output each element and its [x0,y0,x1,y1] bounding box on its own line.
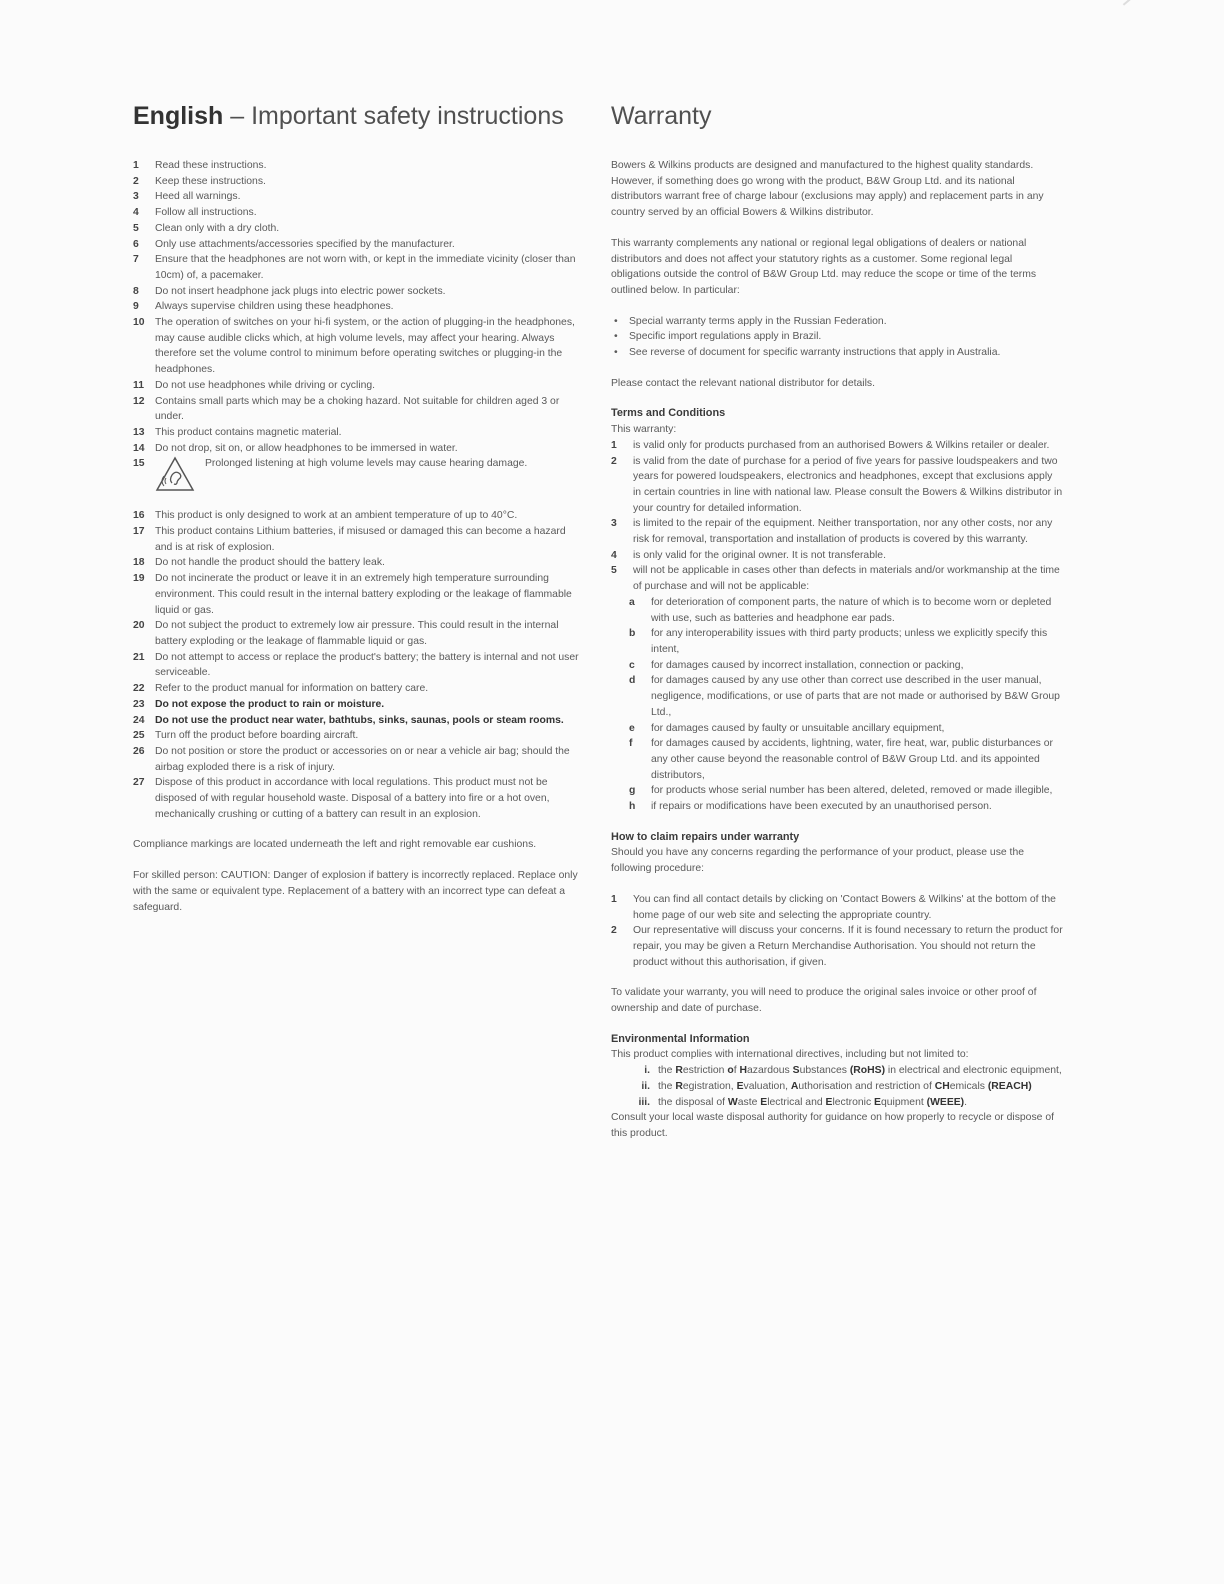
emphasis-text: o [727,1065,734,1077]
item-text: estriction [682,1065,728,1077]
item-number: 1 [611,893,617,905]
item-number: 2 [611,455,617,467]
item-text: emicals [949,1080,988,1092]
terms-heading: Terms and Conditions [611,407,726,420]
terms-item [611,563,1063,594]
item-text: Heed all warnings. [155,191,241,203]
safety-list [133,158,585,456]
item-number: 1 [133,160,139,171]
emphasis-text: W [727,1096,738,1108]
item-number: 2 [133,175,139,187]
warranty-complements: This warranty complements any national or regional legal obligations of dealers or national distributors and does not affect your statutory rights as a customer. Some regional legal obligations outside the control of B&W Group Ltd. may reduce the scope or time of the terms outlined below. In particular: [611,237,1037,296]
scan-mark [1123,0,1133,6]
item-text: for damages caused by any use other than correct use described in the user manual, negligence, modifications, or use of parts that are not made or authorised by B&W Group Ltd., [651,675,1060,718]
emphasis-text: (REACH) [987,1080,1032,1092]
emphasis-text: CH [934,1080,950,1092]
exclusion-item [611,673,1063,720]
item-text: The operation of switches on your hi-fi system, or the action of plugging-in the headphones, may cause audible clicks which, at high volume levels, may affect your hearing. Always therefore set the volume control to minimum before operating switches or plugging-in the headphones. [155,317,575,376]
item-text: Do not drop, sit on, or allow headphones to be immersed in water. [155,442,458,454]
item-text: is limited to the repair of the equipment. Neither transportation, nor any other costs, nor any risk for removal, transportation and installation of products is covered by this warranty. [633,518,1053,546]
terms-item [611,516,1063,547]
item-text: Contains small parts which may be a choking hazard. Not suitable for children aged 3 or under. [155,395,560,423]
terms-intro: This warranty: [611,424,677,436]
safety-item [133,508,585,524]
item-number: 4 [133,207,139,219]
emphasis-text: R [675,1080,683,1092]
item-number: 6 [133,238,139,250]
item-text: for products whose serial number has been altered, deleted, removed or made illegible, [651,785,1053,797]
contact-note: Please contact the relevant national distributor for details. [611,377,875,389]
hearing-warning-icon [155,456,195,492]
warranty-heading: Warranty [611,102,712,130]
item-text: lectronic [832,1096,875,1108]
item-text: Our representative will discuss your concerns. If it is found necessary to return the product for repair, you may be given a Return Merchandise Authorisation. You should not return the product without this authorisation, if given. [633,925,1063,968]
safety-item [133,205,585,221]
item-number: iii. [638,1096,650,1108]
heading-language: English [133,102,224,130]
regional-note: • Special warranty terms apply in the Russian Federation. [611,314,1063,330]
item-text: Do not incinerate the product or leave it in an extremely high temperature surrounding environment. This could result in the internal battery exploding or the leakage of flammable liquid or gas. [155,573,572,616]
safety-item [133,713,585,729]
item-number: 3 [133,191,139,203]
compliance-note: Compliance markings are located underneath the left and right removable ear cushions. [133,839,537,851]
directive-item [611,1095,1063,1111]
item-text: Read these instructions. [155,160,267,171]
item-number: 9 [133,301,139,313]
item-text: Do not insert headphone jack plugs into electric power sockets. [155,285,446,297]
item-text: Do not attempt to access or replace the product's battery; the battery is internal and not user serviceable. [155,651,579,679]
emphasis-text: E [760,1096,768,1108]
item-text: Do not use headphones while driving or cycling. [155,379,376,391]
safety-item [133,158,585,174]
exclusion-item [611,595,1063,626]
environment-heading: Environmental Information [611,1032,750,1045]
item-text: Always supervise children using these headphones. [155,301,394,313]
item-number: 2 [611,925,617,937]
safety-item [133,571,585,618]
item-number: 17 [133,526,145,538]
item-text: azardous [746,1065,793,1077]
claim-heading: How to claim repairs under warranty [611,830,800,843]
item-text: lectrical and [767,1096,826,1108]
item-text: if repairs or modifications have been executed by an unauthorised person. [651,801,992,813]
emphasis-text: (RoHS) [849,1065,886,1077]
validate-note: To validate your warranty, you will need to produce the original sales invoice or other proof of ownership and date of purchase. [611,987,1037,1015]
environment-outro: Consult your local waste disposal authority for guidance on how properly to recycle or dispose of this product. [611,1112,1054,1139]
terms-item [611,548,1063,564]
safety-item [133,284,585,300]
item-number: i. [644,1065,650,1077]
item-number: g [629,785,636,797]
item-number: 15 [133,458,145,470]
item-number: 21 [133,651,145,663]
emphasis-text: A [790,1080,799,1092]
item-text: Dispose of this product in accordance with local regulations. This product must not be disposed of with regular household waste. Disposal of a battery into fire or a hot oven, mechanically crushing or cutting of a battery can result in an explosion. [155,777,550,820]
item-number: 5 [133,222,139,234]
item-text: Clean only with a dry cloth. [155,222,280,234]
safety-item [133,697,585,713]
regional-notes-list [611,314,1063,361]
item-number: 14 [133,442,145,454]
directive-item [611,1079,1063,1095]
item-number: b [629,628,636,640]
safety-item-15 [133,456,585,504]
item-number: 26 [133,745,145,757]
safety-item [133,189,585,205]
item-number: 25 [133,730,145,742]
item-text: is only valid for the original owner. It is not transferable. [633,549,886,561]
safety-item [133,441,585,457]
environment-intro: This product complies with international directives, including but not limited to: [611,1049,969,1061]
item-number: 18 [133,557,145,569]
emphasis-text: E [736,1080,744,1092]
safety-item [133,524,585,555]
warranty-column [611,100,1063,1142]
item-number: ii. [641,1080,650,1092]
item-number: 10 [133,317,145,329]
item-text: will not be applicable in cases other than defects in materials and/or workmanship at the time of purchase and will not be applicable: [633,565,1060,593]
item-text: egistration, [682,1080,737,1092]
item-number: 23 [133,698,145,710]
exclusion-item [611,658,1063,674]
regional-note: • Specific import regulations apply in Brazil. [611,329,1063,345]
item-number: 16 [133,510,145,522]
item-text: uthorisation and restriction of [798,1080,935,1092]
terms-item [611,454,1063,517]
safety-item [133,315,585,378]
emphasis-text: E [825,1096,833,1108]
item-text: Do not position or store the product or accessories on or near a vehicle air bag; should the airbag exploded there is a risk of injury. [155,745,570,773]
regional-note: • See reverse of document for specific warranty instructions that apply in Australia. [611,345,1063,361]
item-number: 20 [133,620,145,632]
exclusions-list [611,595,1063,815]
directives-list [611,1063,1063,1110]
item-text: Do not use the product near water, bathtubs, sinks, saunas, pools or steam rooms. [155,714,564,726]
item-text: Prolonged listening at high volume levels may cause hearing damage. [205,458,528,470]
safety-item [133,618,585,649]
safety-item [133,237,585,253]
item-number: 7 [133,254,139,266]
item-number: 11 [133,379,144,391]
emphasis-text: R [675,1065,683,1077]
item-text: f [733,1065,740,1077]
exclusion-item [611,799,1063,815]
item-text: quipment [880,1096,927,1108]
item-text: is valid only for products purchased from an authorised Bowers & Wilkins retailer or dealer. [633,439,1050,451]
safety-item [133,681,585,697]
safety-item [133,650,585,681]
item-text: for deterioration of component parts, the nature of which is to become worn or depleted with use, such as batteries and headphone ear pads. [651,596,1052,624]
safety-item [133,252,585,283]
item-text: Do not subject the product to extremely low air pressure. This could result in the internal battery exploding or the leakage of flammable liquid or gas. [155,620,559,647]
item-text: the [658,1065,676,1077]
item-text: This product is only designed to work at an ambient temperature of up to 40°C. [155,510,518,522]
warranty-intro: Bowers & Wilkins products are designed and manufactured to the highest quality standards. However, if something does go wrong with the product, B&W Group Ltd. and its national distributors warrant free of charge labour (exclusions may apply) and replacement parts in any country served by an official Bowers & Wilkins distributor. [611,160,1044,219]
item-number: c [629,659,635,671]
safety-heading [133,100,585,132]
item-number: d [629,675,636,687]
item-number: 4 [611,549,617,561]
item-text: You can find all contact details by clicking on 'Contact Bowers & Wilkins' at the bottom of the home page of our web site and selecting the appropriate country. [633,893,1056,921]
emphasis-text: H [739,1065,747,1077]
safety-item [133,775,585,822]
safety-item [133,555,585,571]
item-number: h [629,801,636,813]
item-number: f [629,738,633,750]
item-number: 22 [133,683,145,695]
item-text: Keep these instructions. [155,175,266,187]
item-text: for damages caused by faulty or unsuitable ancillary equipment, [651,722,945,734]
safety-item [133,299,585,315]
item-text: the [658,1080,676,1092]
item-number: 24 [133,714,145,726]
item-text: Turn off the product before boarding aircraft. [155,730,359,742]
directive-item [611,1063,1063,1079]
claim-step [611,923,1063,970]
item-text: is valid from the date of purchase for a period of five years for passive loudspeakers and two years for powered loudspeakers, electronics and headphones, except that exclusions apply in certain countries in line with national law. Please consult the Bowers & Wilkins distributor in your country for detailed information. [633,455,1063,514]
item-text: aste [737,1096,761,1108]
safety-item [133,425,585,441]
item-number: 1 [611,439,617,451]
item-text: Do not expose the product to rain or moisture. [155,698,385,710]
item-text: the disposal of [658,1096,728,1108]
item-text: valuation, [743,1080,791,1092]
emphasis-text: (WEEE) [926,1096,965,1108]
exclusion-item [611,736,1063,783]
item-text: This product contains magnetic material. [155,426,342,438]
item-text: for any interoperability issues with third party products; unless we explicitly specify this intent, [651,628,1048,655]
item-number: 27 [133,777,145,789]
safety-item [133,221,585,237]
item-text: Only use attachments/accessories specified by the manufacturer. [155,238,455,250]
terms-list [611,438,1063,595]
item-text: Refer to the product manual for information on battery care. [155,683,429,695]
item-number: 3 [611,518,617,530]
safety-item [133,378,585,394]
claim-intro: Should you have any concerns regarding the performance of your product, please use the following procedure: [611,847,1024,875]
terms-item [611,438,1063,454]
item-number: 19 [133,573,145,585]
safety-item [133,728,585,744]
item-text: ubstances [799,1065,850,1077]
item-text: Do not handle the product should the battery leak. [155,557,385,569]
item-number: 12 [133,395,145,407]
item-number: 8 [133,285,139,297]
claim-steps-list [611,892,1063,971]
safety-item [133,744,585,775]
item-text: in electrical and electronic equipment, [885,1065,1062,1077]
exclusion-item [611,721,1063,737]
safety-list-continued [133,508,585,822]
item-number: a [629,596,635,608]
claim-step [611,892,1063,923]
safety-item [133,174,585,190]
item-text: This product contains Lithium batteries, if misused or damaged this can become a hazard and is at risk of explosion. [155,526,566,553]
heading-title: – Important safety instructions [223,102,564,130]
item-number: e [629,722,635,734]
item-text: Ensure that the headphones are not worn with, or kept in the immediate vicinity (closer than 10cm) of, a pacemaker. [155,254,576,281]
emphasis-text: S [792,1065,800,1077]
safety-item [133,394,585,425]
safety-column [133,100,585,915]
emphasis-text: E [874,1096,881,1108]
exclusion-item [611,626,1063,657]
item-text: . [964,1096,968,1108]
item-number: 13 [133,426,145,438]
item-text: Follow all instructions. [155,207,257,219]
battery-caution: For skilled person: CAUTION: Danger of explosion if battery is incorrectly replaced. Replace only with the same or equivalent type. Replacement of a battery with an incorrect type can defeat a safeguard. [133,870,578,913]
item-text: for damages caused by incorrect installation, connection or packing, [651,659,964,671]
exclusion-item [611,783,1063,799]
item-text: for damages caused by accidents, lightning, water, fire heat, war, public disturbances or any other cause beyond the reasonable control of B&W Group Ltd. and its appointed distributors, [651,738,1053,781]
item-number: 5 [611,565,617,577]
